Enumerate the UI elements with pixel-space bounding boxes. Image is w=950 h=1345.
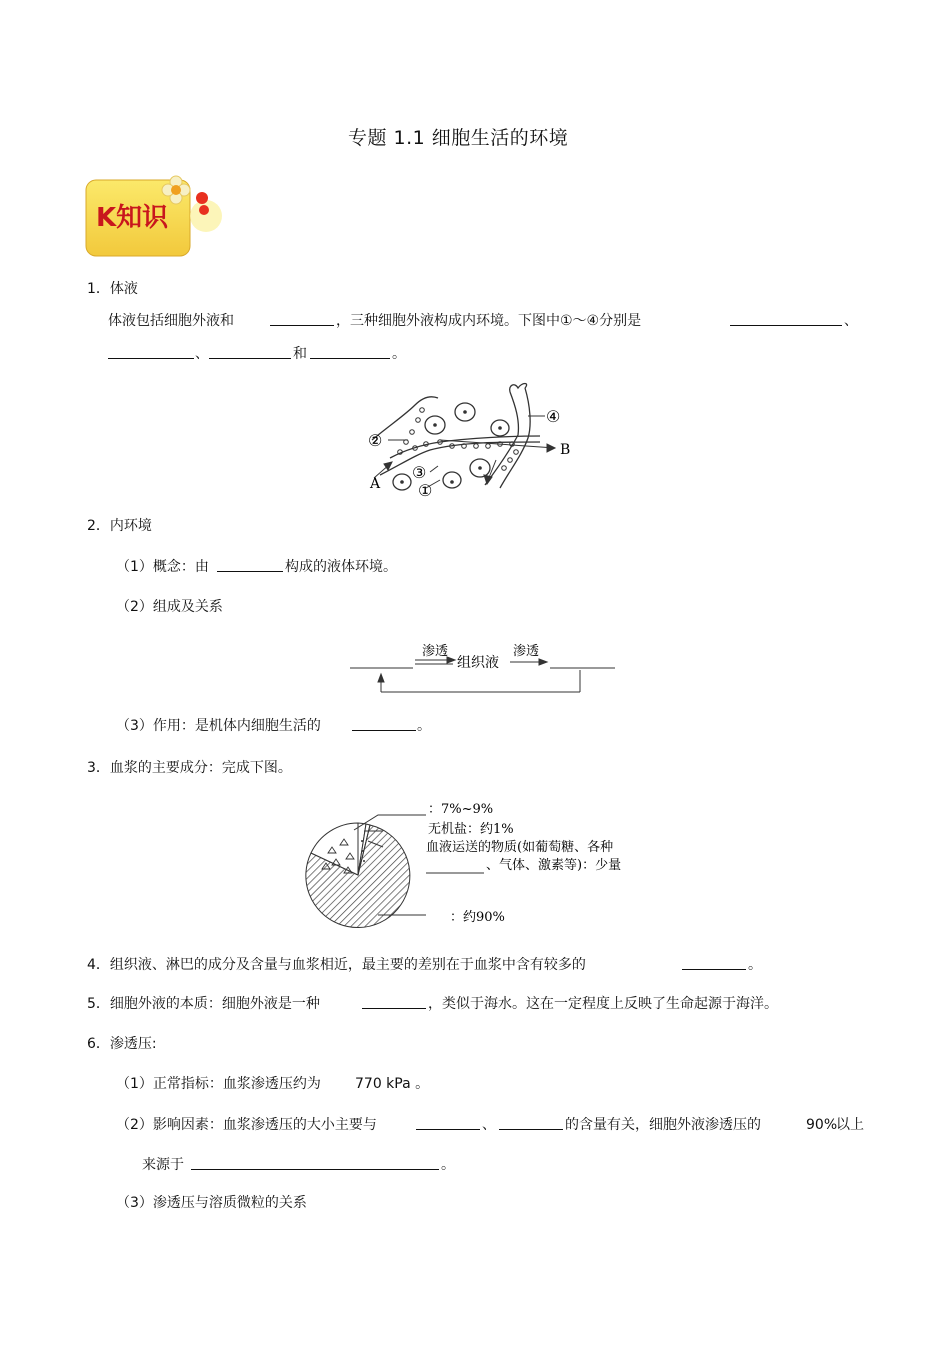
s1-line1-a: 体液包括细胞外液和 [108,313,234,329]
s2-item2: （2）组成及关系 [116,599,223,615]
blank-field[interactable] [416,1115,480,1130]
s2-item3-a: （3）作用：是机体内细胞生活的 [116,718,321,734]
blank-field[interactable] [499,1115,563,1130]
section-3-heading: 3．血浆的主要成分：完成下图。 [87,760,292,776]
pie-label-salt: 无机盐：约1% [428,822,514,837]
osmosis-label-1: 渗透 [422,644,449,659]
pie-label-water: ：约90% [450,910,505,925]
s2-item1-b: 构成的液体环境。 [285,559,397,575]
relation-diagram [345,640,625,695]
label-b: B [560,442,571,458]
blank-field[interactable] [730,311,842,326]
section-5-text-b: ，类似于海水。这在一定程度上反映了生命起源于海洋。 [428,996,778,1012]
blank-field[interactable] [362,994,426,1009]
s6-item3: （3）渗透压与溶质微粒的关系 [116,1195,307,1211]
section-6-heading: 6．渗透压: [87,1036,157,1052]
s6-item1-a: （1）正常指标：血浆渗透压约为 [116,1076,321,1092]
period: 。 [441,1157,455,1173]
period: 。 [417,718,431,734]
center-label: 组织液 [457,655,499,671]
blank-field[interactable] [270,311,334,326]
and-word: 和 [293,346,307,362]
blank-field[interactable] [352,716,416,731]
s6-item2-percent: 90% [806,1117,838,1133]
separator: 、 [482,1117,496,1133]
separator: 、 [195,346,209,362]
period: 。 [392,346,406,362]
body-fluid-diagram [360,380,590,500]
page-title: 专题 1.1 细胞生活的环境 [348,127,569,149]
section-4-text: 4．组织液、淋巴的成分及含量与血浆相近，最主要的差别在于血浆中含有较多的 [87,957,586,973]
s6-item2-d: 来源于 [142,1157,184,1173]
section-5-text-a: 5．细胞外液的本质：细胞外液是一种 [87,996,320,1012]
blank-field[interactable] [209,344,291,359]
blank-field[interactable] [108,344,194,359]
badge-text: K知识 [96,203,169,233]
label-a: A [370,476,381,492]
s6-item2-b: 的含量有关，细胞外液渗透压的 [565,1117,761,1133]
period: 。 [748,957,762,973]
s6-item1-value: 770 kPa 。 [355,1076,430,1092]
flower-badge-icon [84,172,224,262]
blank-field[interactable] [310,344,390,359]
section-1-heading: 1．体液 [87,281,138,297]
marker-3: ③ [412,463,427,482]
pie-label-protein: ：7%~9% [428,802,494,817]
s6-item2-c: 以上 [836,1117,864,1133]
s6-item2-a: （2）影响因素：血浆渗透压的大小主要与 [116,1117,377,1133]
pie-label-transport: 血液运送的物质(如葡萄糖、各种 [426,840,614,855]
pie-label-transport-2: 、气体、激素等)：少量 [486,858,622,873]
section-2-heading: 2．内环境 [87,518,152,534]
blank-field[interactable] [191,1155,439,1170]
separator: 、 [844,313,858,329]
blank-field[interactable] [217,557,283,572]
osmosis-label-2: 渗透 [513,644,540,659]
s2-item1-a: （1）概念：由 [116,559,209,575]
marker-2: ② [368,431,383,450]
plasma-pie-diagram [298,795,658,940]
marker-1: ① [418,481,433,500]
marker-4: ④ [546,407,561,426]
s1-line1-b: ，三种细胞外液构成内环境。下图中①～④分别是 [336,313,642,329]
blank-field[interactable] [682,955,746,970]
